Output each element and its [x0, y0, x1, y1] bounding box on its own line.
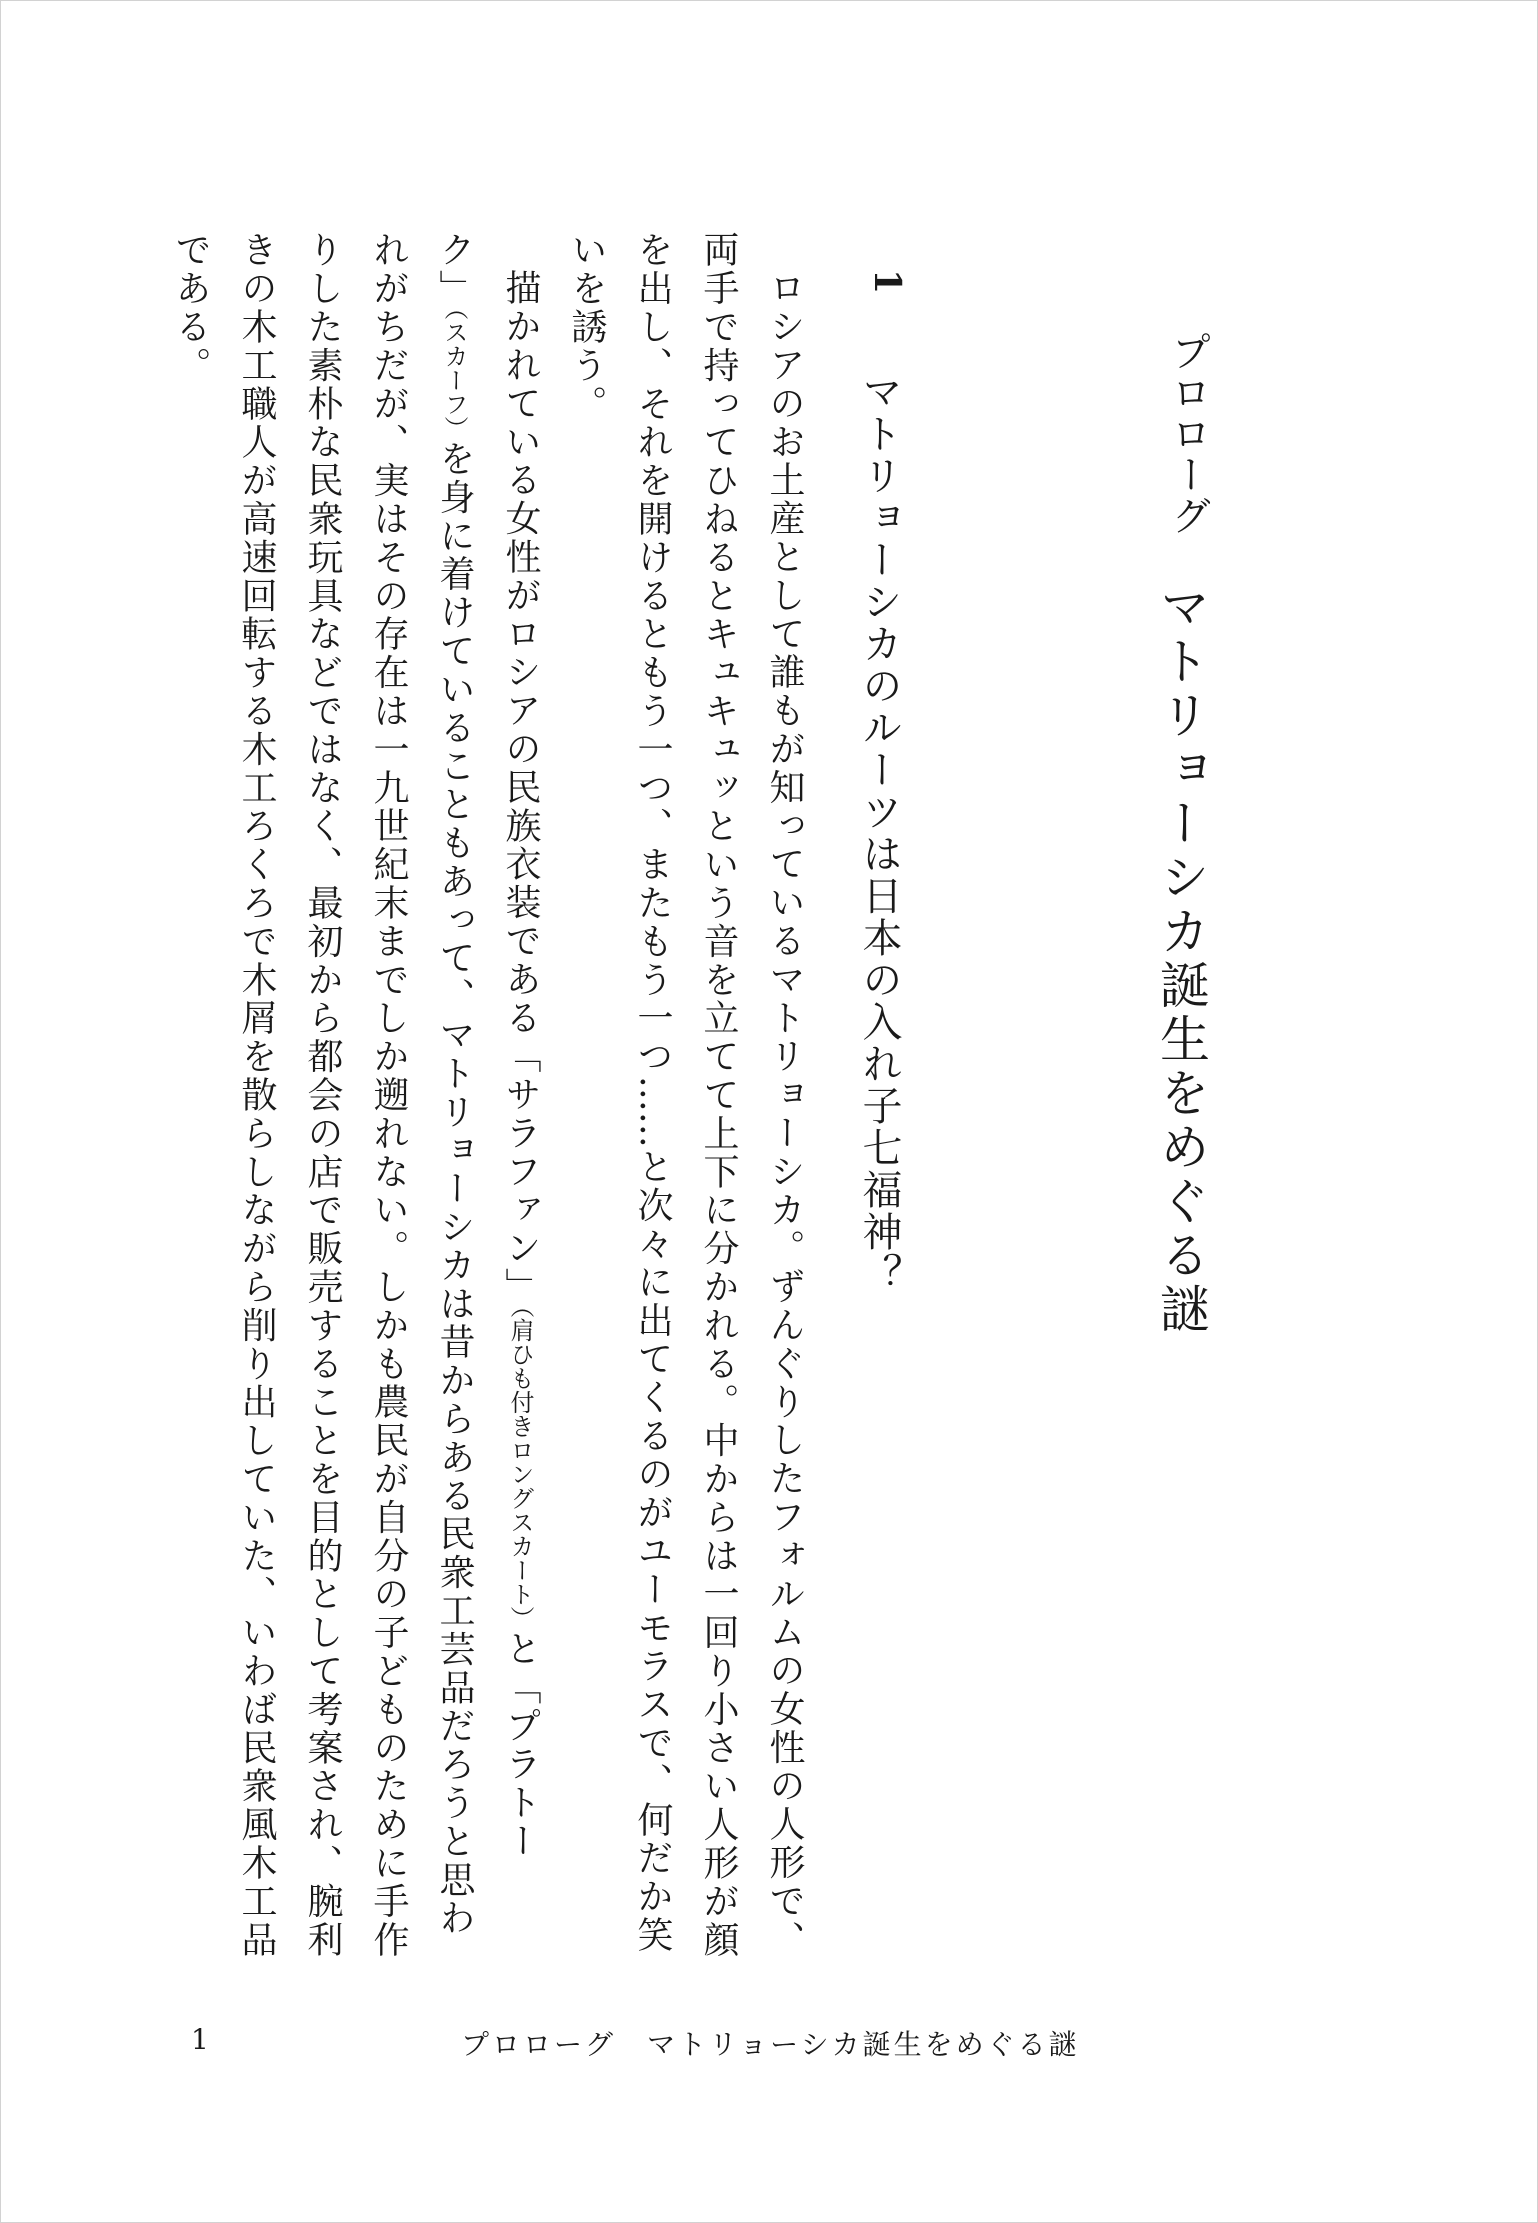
body-line-9: きの木工職人が高速回転する木工ろくろで木屑を散らしながら削り出していた、いわば民衆風木工品 [236, 231, 277, 1959]
section-number: 1 [866, 269, 908, 295]
body-line-3: を出し、それを開けるともう一つ、またもう一つ……と次々に出てくるのがユーモラスで、何だか笑 [632, 231, 673, 1955]
page-number: 1 [191, 2023, 209, 2056]
section-title: マトリョーシカのルーツは日本の入れ子七福神？ [856, 371, 902, 1295]
running-head: プロローグ マトリョーシカ誕生をめぐる謎 [461, 2028, 1080, 2061]
body-line-5: 描かれている女性がロシアの民族衣装である「サラファン」（肩ひも付きロングスカート）と「プラトー [500, 269, 541, 1861]
body-line-1: ロシアのお土産として誰もが知っているマトリョーシカ。ずんぐりしたフォルムの女性の人形で、 [764, 269, 805, 1959]
body-line-7: れがちだが、実はその存在は一九世紀末までしか遡れない。しかも農民が自分の子どものために手作 [368, 231, 409, 1959]
body-line-6: ク」（スカーフ）を身に着けていることもあって、マトリョーシカは昔からある民衆工芸品だろうと思わ [434, 231, 475, 1938]
body-line-8: りした素朴な民衆玩具などではなく、最初から都会の店で販売することを目的として考案され、腕利 [302, 231, 343, 1959]
body-line-10: である。 [170, 231, 211, 385]
body-line-4: いを誘う。 [566, 231, 607, 423]
body-line-2: 両手で持ってひねるとキュキュッという音を立てて上下に分かれる。中からは一回り小さい人形が顔 [698, 231, 739, 1959]
chapter-label: プロローグ [1165, 331, 1211, 536]
chapter-title: マトリョーシカ誕生をめぐる謎 [1152, 581, 1210, 1337]
